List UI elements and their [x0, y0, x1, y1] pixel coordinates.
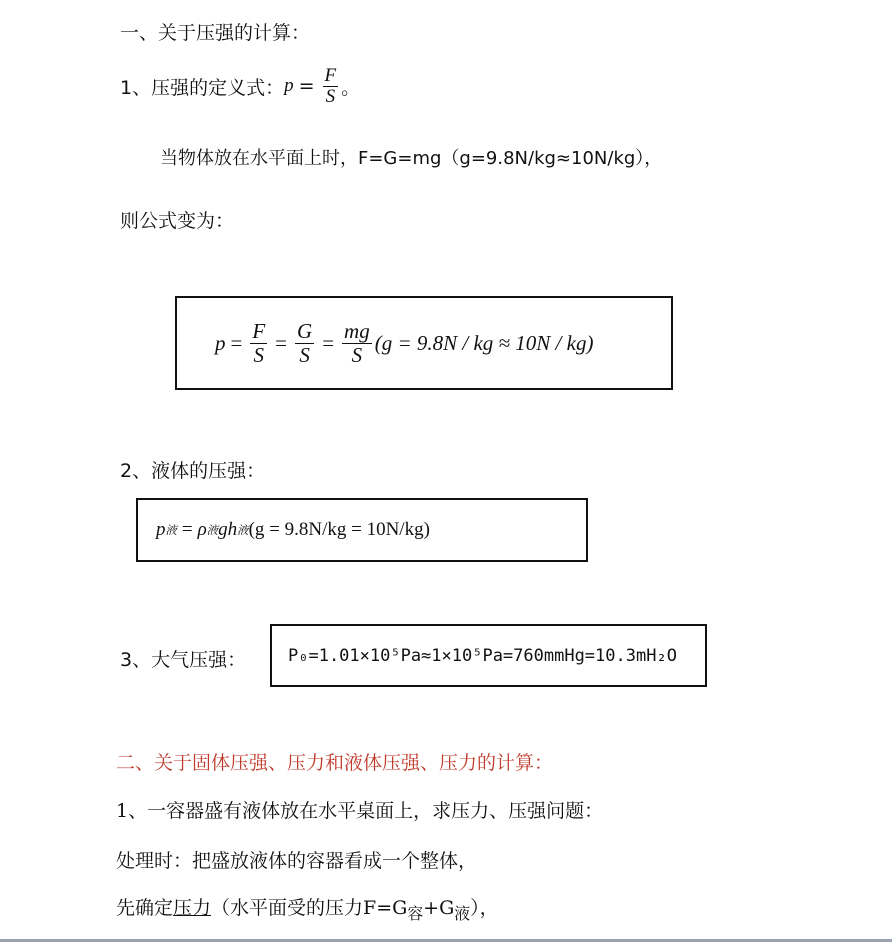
definition-suffix: 。 [341, 76, 361, 99]
liquid-pressure-label: 2、液体的压强： [120, 460, 266, 482]
fraction-g-over-s [295, 320, 314, 365]
determine-pressure-line [116, 893, 499, 924]
plus-g: +G [423, 897, 455, 919]
gravity-condition: (g = 9.8N / kg ≈ 10N / kg) [374, 330, 594, 355]
subscript-container: 容 [407, 903, 424, 923]
atmospheric-pressure-formula: P₀=1.01×10⁵Pa≈1×10⁵Pa=760mmHg=10.3mH₂O [288, 645, 677, 666]
fraction-numerator: F [252, 319, 266, 344]
equals-sign: = [298, 75, 315, 98]
formula-box-liquid-pressure [136, 498, 588, 562]
definition-line [120, 66, 360, 107]
subscript-liquid: 液 [237, 525, 249, 537]
formula-box-solid-pressure [175, 296, 673, 390]
formula-box-atmospheric-pressure [270, 624, 707, 687]
fraction-denominator: S [253, 342, 264, 367]
section-two-title: 二、关于固体压强、压力和液体压强、压力的计算： [116, 752, 554, 774]
equals-sign: = [230, 330, 243, 355]
fraction-denominator: S [325, 85, 336, 107]
formula-becomes-text: 则公式变为： [120, 210, 235, 232]
heading-pressure-calc: 一、关于压强的计算： [120, 22, 311, 44]
subscript-liquid: 液 [165, 525, 177, 537]
pressure-term: 压力 [173, 897, 212, 919]
force-expression: （水平面受的压力F=G [211, 897, 408, 919]
fraction-f-over-s [250, 320, 267, 365]
symbol-rho: ρ [197, 519, 207, 540]
atmospheric-pressure-label: 3、大气压强： [120, 649, 247, 671]
fraction-denominator: S [351, 342, 363, 367]
definition-prefix: 1、压强的定义式： [120, 76, 285, 99]
symbol-p: p [215, 330, 226, 355]
fraction-denominator: S [299, 342, 310, 367]
fraction-f-over-s [323, 66, 339, 107]
symbol-p: p [284, 75, 294, 97]
equals-sign: = [275, 330, 288, 355]
fraction-numerator: F [324, 65, 337, 86]
symbol-p: p [156, 519, 166, 540]
fraction-numerator: G [297, 319, 313, 344]
gravity-condition: (g = 9.8N/kg = 10N/kg) [248, 519, 430, 540]
subscript-liquid: 液 [206, 525, 219, 537]
symbol-gh: gh [218, 519, 238, 540]
fraction-numerator: mg [344, 319, 370, 344]
closing-paren: ）， [470, 897, 499, 919]
fraction-mg-over-s [342, 320, 372, 365]
handling-note: 处理时：把盛放液体的容器看成一个整体， [116, 850, 478, 872]
determine-prefix: 先确定 [116, 897, 174, 919]
horizontal-surface-note: 当物体放在水平面上时，F=G=mg（g=9.8N/kg≈10N/kg）， [160, 148, 663, 169]
question-one-text: 1、一容器盛有液体放在水平桌面上，求压力、压强问题： [116, 800, 604, 822]
equals-sign: = [181, 519, 193, 540]
subscript-liquid: 液 [454, 903, 471, 923]
equals-sign: = [322, 330, 335, 355]
